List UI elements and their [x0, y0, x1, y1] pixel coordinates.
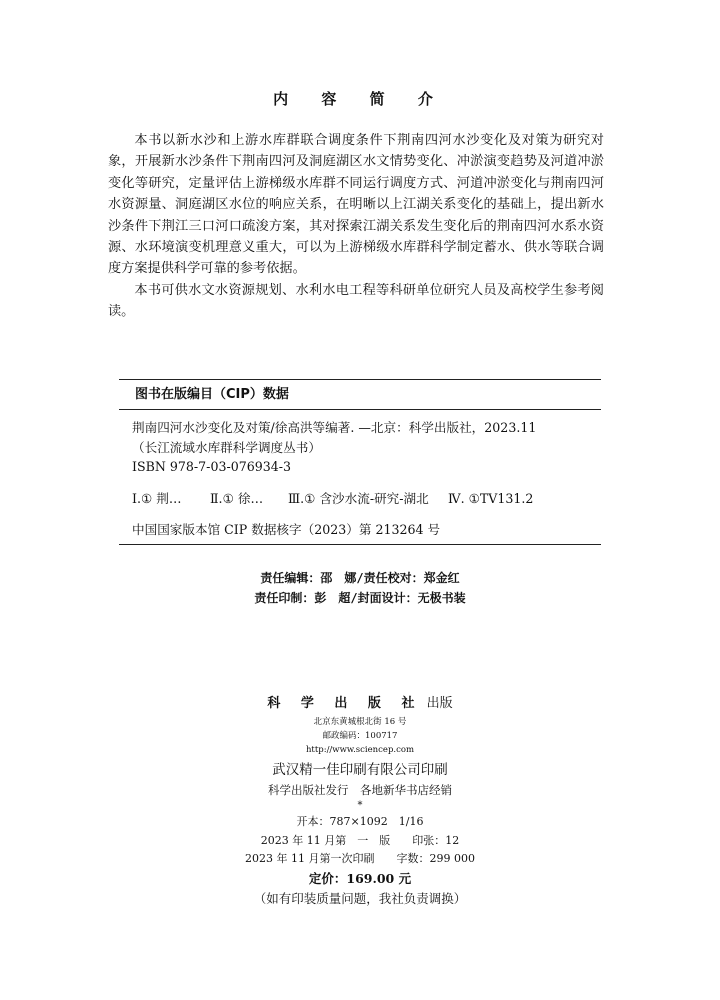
editor-credits-line-2: 责任印制：彭 超/封面设计：无极书装	[254, 591, 466, 605]
price-line: 定价：169.00 元	[308, 870, 412, 886]
editor-credits	[0, 568, 720, 608]
cip-series-line: （长江流域水库群科学调度丛书）	[132, 439, 321, 455]
publisher-line	[0, 693, 720, 715]
cip-data-block	[119, 379, 601, 545]
quality-note: （如有印装质量问题，我社负责调换）	[253, 890, 467, 906]
cip-archive-number: 中国国家版本馆 CIP 数据核字（2023）第 213264 号	[132, 522, 441, 537]
content-summary	[108, 130, 604, 323]
cip-classification	[132, 489, 601, 509]
edition-line: 2023 年 11 月第 一 版 印张：12	[260, 833, 460, 847]
publisher-logo: 科 学 出 版 社	[267, 696, 423, 711]
cip-bibliographic-line: 荆南四河水沙变化及对策/徐高洪等编著. —北京：科学出版社，2023.11	[132, 420, 537, 435]
publisher-address: 北京东黄城根北街 16 号	[313, 717, 407, 727]
cip-top-rule	[119, 379, 601, 380]
separator-star: *	[357, 800, 363, 811]
cip-title: 图书在版编目（CIP）数据	[135, 387, 289, 402]
format-line: 开本：787×1092 1/16	[296, 815, 424, 828]
cip-body	[119, 410, 601, 540]
editor-credits-line-1: 责任编辑：邵 娜/责任校对：郑金红	[260, 571, 460, 585]
summary-paragraph-2: 本书可供水文水资源规划、水利水电工程等科研单位研究人员及高校学生参考阅读。	[108, 282, 604, 320]
publisher-postcode: 邮政编码：100717	[322, 731, 398, 741]
publication-info	[0, 693, 720, 909]
cip-class-2: Ⅱ.① 徐…	[210, 490, 264, 506]
printer-line: 武汉精一佳印刷有限公司印刷	[272, 762, 448, 778]
cip-class-3: Ⅲ.① 含沙水流-研究-湖北	[288, 490, 429, 506]
publisher-url: http://www.sciencep.com	[305, 745, 415, 755]
content-summary-heading: 内 容 简 介	[273, 90, 447, 108]
summary-paragraph-1: 本书以新水沙和上游水库群联合调度条件下荆南四河水沙变化及对策为研究对象，开展新水沙条件下荆南四河及洞庭湖区水文情势变化、冲淤演变趋势及河道冲淤变化等研究，定量评估上游梯级水库群不同运行调度方式、河道冲淤变化与荆南四河水资源量、洞庭湖区水位的响应关系，在明晰以上江湖关系变化的基础上，提出新水沙条件下荆江三口河口疏浚方案，其对探索江湖关系发生变化后的荆南四河水系水资源、水环境演变机理意义重大，可以为上游梯级水库群科学制定蓄水、供水等联合调度方案提供科学可靠的参考依据。	[108, 133, 604, 277]
cip-class-4: Ⅳ. ①TV131.2	[448, 490, 534, 506]
cip-isbn: ISBN 978-7-03-076934-3	[132, 459, 292, 474]
distribution-line: 科学出版社发行 各地新华书店经销	[268, 783, 452, 797]
publisher-suffix: 出版	[426, 696, 453, 711]
printing-line: 2023 年 11 月第一次印刷 字数：299 000	[245, 852, 475, 865]
cip-bottom-rule	[119, 544, 601, 545]
cip-class-1: Ⅰ.① 荆…	[132, 490, 182, 506]
